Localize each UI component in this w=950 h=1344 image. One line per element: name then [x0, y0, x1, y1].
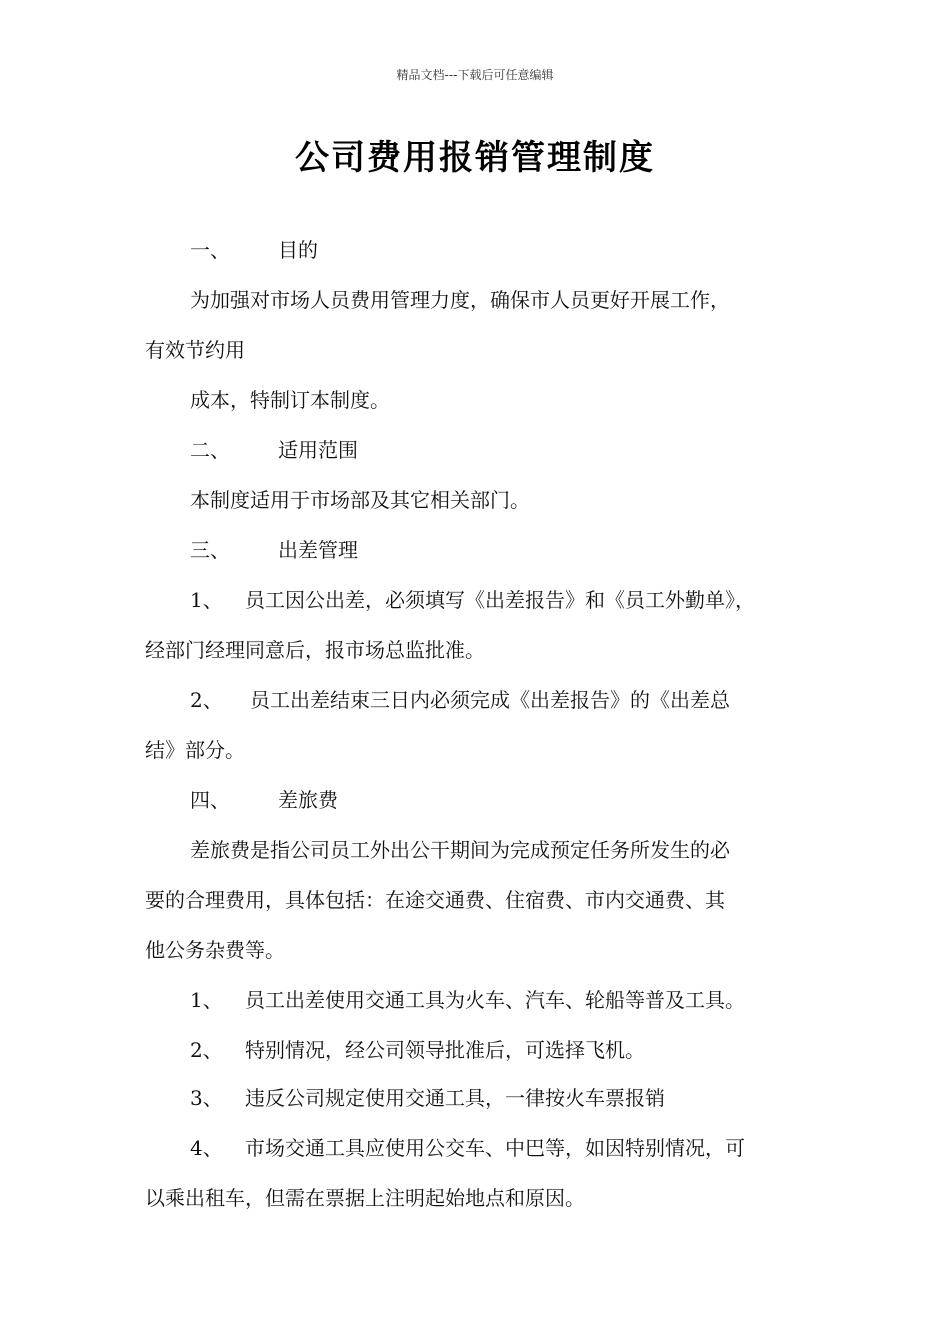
list-item	[190, 586, 870, 614]
list-item	[190, 686, 870, 714]
paragraph-line: 以乘出租车，但需在票据上注明起始地点和原因。	[145, 1186, 585, 1210]
paragraph-line: 他公务杂费等。	[145, 938, 285, 962]
paragraph-line: 结》部分。	[145, 738, 245, 762]
item-text: 违反公司规定使用交通工具，一律按火车票报销	[245, 1086, 665, 1110]
paragraph-line: 经部门经理同意后，报市场总监批准。	[145, 638, 485, 662]
item-number: 2、	[190, 688, 223, 712]
section-title: 目的	[278, 238, 318, 262]
item-number: 2、	[190, 1038, 223, 1062]
list-item	[190, 1036, 870, 1064]
item-number: 1、	[190, 588, 223, 612]
item-text: 员工出差使用交通工具为火车、汽车、轮船等普及工具。	[245, 988, 745, 1012]
list-item	[190, 1084, 870, 1112]
list-item	[190, 986, 870, 1014]
item-text: 市场交通工具应使用公交车、中巴等，如因特别情况，可	[245, 1136, 745, 1160]
paragraph-line: 为加强对市场人员费用管理力度，确保市人员更好开展工作，	[190, 288, 730, 312]
paragraph-line: 差旅费是指公司员工外出公干期间为完成预定任务所发生的必	[190, 838, 730, 862]
list-item	[190, 1134, 870, 1162]
section-number: 一、	[190, 238, 230, 262]
item-text: 员工出差结束三日内必须完成《出差报告》的《出差总	[250, 688, 730, 712]
section-number: 二、	[190, 438, 230, 462]
section-heading-2	[190, 436, 870, 464]
section-heading-1	[190, 236, 870, 264]
header-note: 精品文档---下载后可任意编辑	[396, 68, 554, 82]
paragraph-line: 成本，特制订本制度。	[190, 388, 390, 412]
document-title: 公司费用报销管理制度	[295, 138, 655, 178]
paragraph-line: 本制度适用于市场部及其它相关部门。	[190, 488, 530, 512]
item-number: 4、	[190, 1136, 223, 1160]
paragraph-line: 有效节约用	[145, 338, 245, 362]
item-number: 1、	[190, 988, 223, 1012]
section-title: 差旅费	[278, 788, 338, 812]
section-title: 适用范围	[278, 438, 358, 462]
section-number: 四、	[190, 788, 230, 812]
item-text: 员工因公出差，必须填写《出差报告》和《员工外勤单》，	[245, 588, 755, 612]
paragraph-line: 要的合理费用，具体包括：在途交通费、住宿费、市内交通费、其	[145, 888, 725, 912]
section-heading-4	[190, 786, 870, 814]
item-number: 3、	[190, 1086, 223, 1110]
item-text: 特别情况，经公司领导批准后，可选择飞机。	[245, 1038, 645, 1062]
section-heading-3	[190, 536, 870, 564]
section-title: 出差管理	[278, 538, 358, 562]
section-number: 三、	[190, 538, 230, 562]
